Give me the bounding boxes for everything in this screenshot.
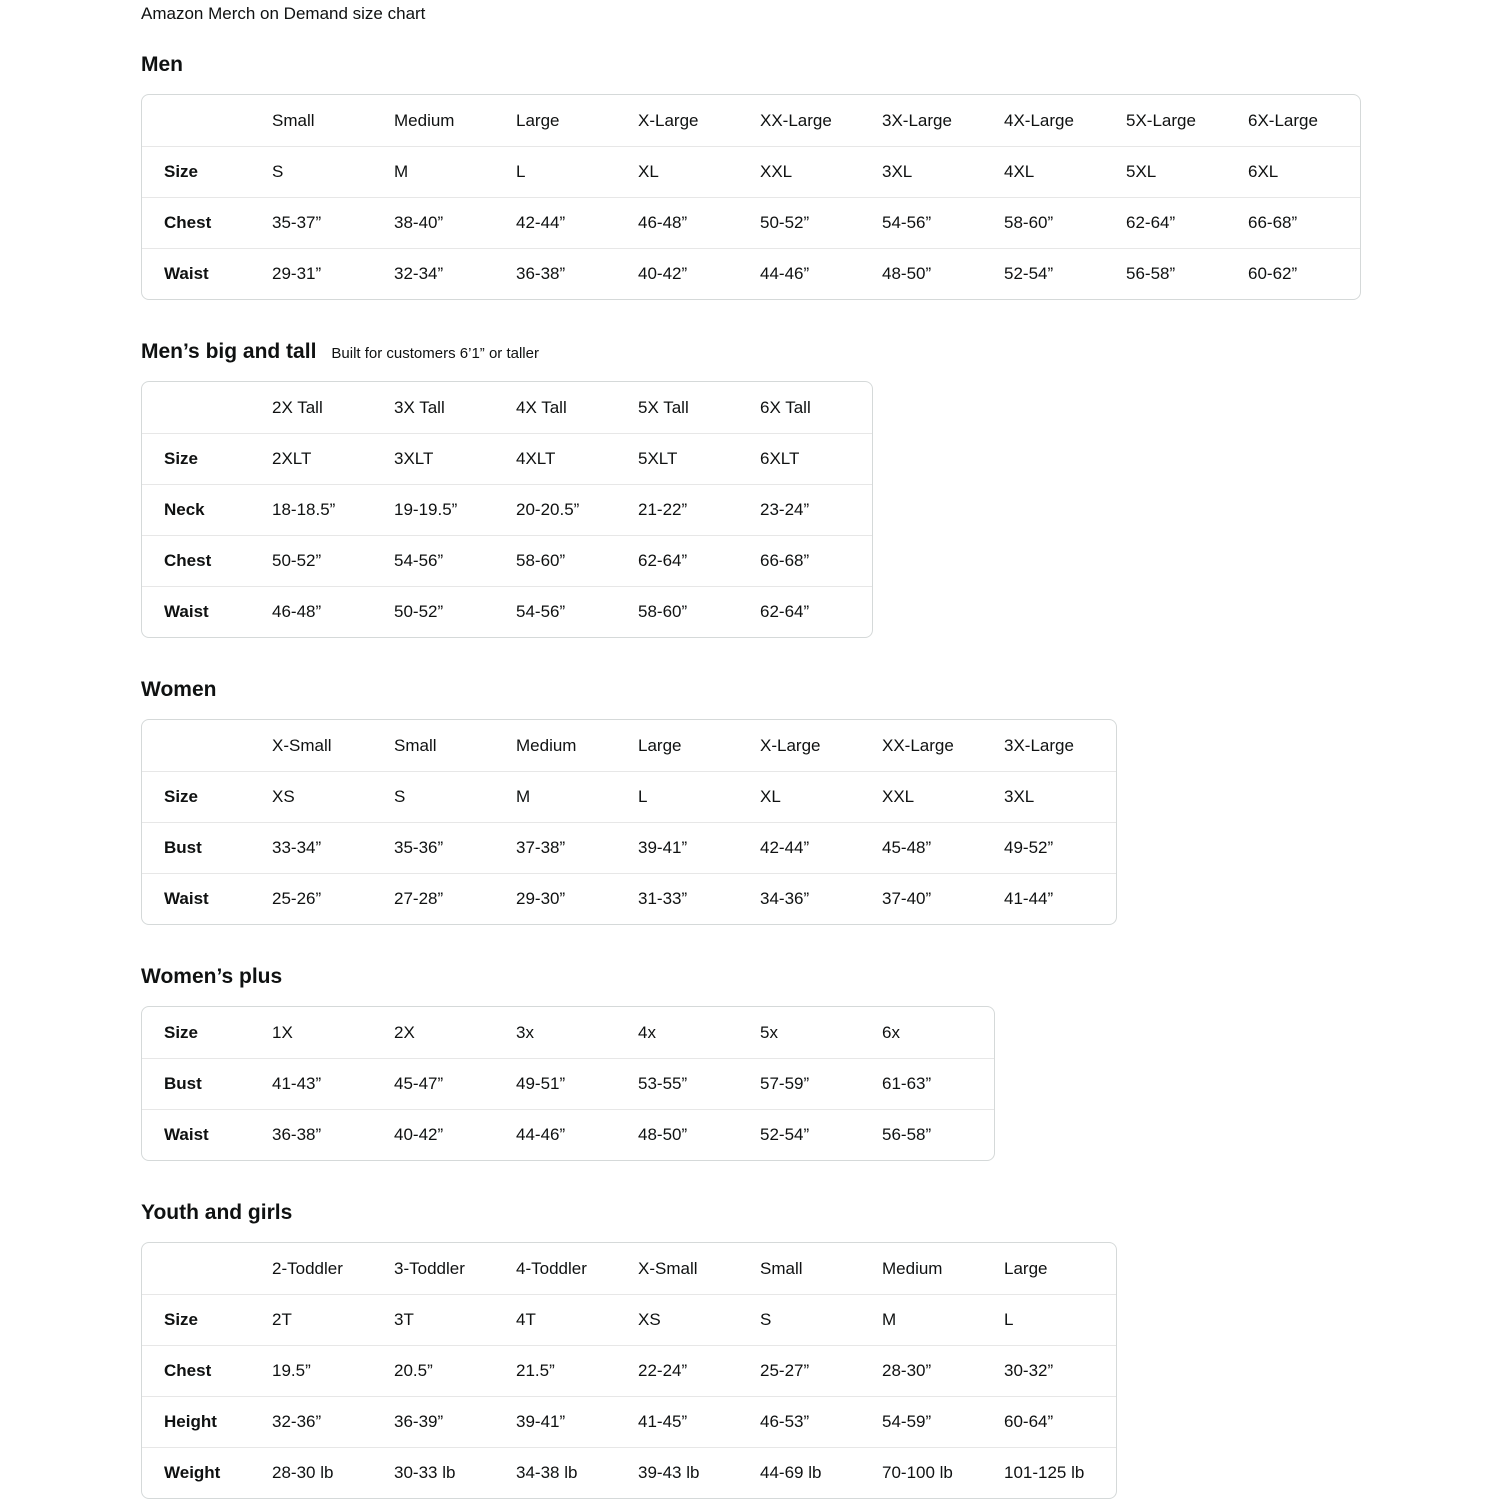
column-header: X-Small [272,735,332,755]
size-cell: 62-64” [628,535,750,586]
size-table-women [141,719,1117,925]
size-cell: 50-52” [384,586,506,637]
row-label: Bust [142,1058,262,1109]
size-cell: S [750,1294,872,1345]
size-cell: 48-50” [628,1109,750,1160]
column-header: X-Large [638,110,699,130]
size-cell: 52-54” [994,248,1116,299]
row-label: Waist [142,1109,262,1160]
size-cell: 57-59” [750,1058,872,1109]
size-table-mens-big-and-tall [141,381,873,638]
column-header: 6X Tall [760,397,811,417]
column-header: 4X Tall [516,397,567,417]
column-header: 2X Tall [272,397,323,417]
corner-cell [142,720,262,771]
size-cell: 28-30” [872,1345,994,1396]
row-label: Size [142,433,262,484]
size-table-womens-plus [141,1006,995,1161]
size-cell: 50-52” [262,535,384,586]
section-heading-youth-and-girls [141,1200,1369,1228]
size-cell: 3x [516,1022,534,1042]
size-cell: 30-33 lb [384,1447,506,1498]
table-row [142,771,1116,822]
table-row [142,586,872,637]
size-cell: XS [262,771,384,822]
size-table-container-men [141,94,1369,300]
row-label: Size [142,1294,262,1345]
header-row [142,720,1116,771]
size-cell: 44-46” [750,248,872,299]
size-cell: 46-48” [628,197,750,248]
size-cell: 44-69 lb [750,1447,872,1498]
size-cell: 39-41” [506,1396,628,1447]
size-cell: 2XLT [262,433,384,484]
size-cell: 37-40” [872,873,994,924]
size-cell: 62-64” [1116,197,1238,248]
row-label: Waist [142,873,262,924]
size-cell: 4x [638,1022,656,1042]
size-cell: L [994,1294,1116,1345]
corner-cell [142,382,262,433]
size-table-men [141,94,1361,300]
column-header: X-Large [760,735,821,755]
column-header: X-Small [638,1258,698,1278]
size-cell: 20-20.5” [506,484,628,535]
table-row [142,1058,994,1109]
header-row [142,382,872,433]
size-cell: 56-58” [1116,248,1238,299]
size-cell: 62-64” [750,586,872,637]
size-cell: M [506,771,628,822]
size-cell: XS [628,1294,750,1345]
column-header: Medium [394,110,455,130]
size-cell: 22-24” [628,1345,750,1396]
section-heading-womens-plus [141,964,1369,992]
row-label: Height [142,1396,262,1447]
column-header: Small [272,110,315,130]
section-heading-women [141,677,1369,705]
size-cell: 54-56” [872,197,994,248]
column-header: Large [1004,1258,1048,1278]
size-cell: 2X [394,1022,415,1042]
size-cell: 46-48” [262,586,384,637]
column-header: Small [394,735,437,755]
size-cell: 36-38” [506,248,628,299]
size-cell: 29-30” [506,873,628,924]
column-header: Medium [516,735,577,755]
table-row [142,873,1116,924]
column-header: Large [516,110,560,130]
size-cell: M [384,146,506,197]
size-cell: XXL [750,146,872,197]
size-cell: 53-55” [628,1058,750,1109]
size-cell: 42-44” [506,197,628,248]
column-header: Small [760,1258,803,1278]
row-label: Waist [142,586,262,637]
column-header: 3X Tall [394,397,445,417]
size-cell: 1X [272,1022,293,1042]
row-label: Chest [142,1345,262,1396]
size-cell: 101-125 lb [994,1447,1116,1498]
table-row [142,1447,1116,1498]
size-cell: 45-48” [872,822,994,873]
size-cell: 28-30 lb [262,1447,384,1498]
corner-cell [142,1243,262,1294]
size-cell: 33-34” [262,822,384,873]
row-label: Waist [142,248,262,299]
size-cell: 37-38” [506,822,628,873]
size-cell: 42-44” [750,822,872,873]
size-cell: 4XL [994,146,1116,197]
column-header: 5X Tall [638,397,689,417]
page-title: Amazon Merch on Demand size chart [141,4,426,23]
size-cell: 35-36” [384,822,506,873]
header-row [142,95,1360,146]
size-cell: 39-43 lb [628,1447,750,1498]
size-cell: 60-62” [1238,248,1360,299]
size-cell: 41-44” [994,873,1116,924]
size-cell: 61-63” [872,1058,994,1109]
table-row [142,1007,994,1058]
size-table-container-mens-big-and-tall [141,381,1369,638]
size-cell: 34-38 lb [506,1447,628,1498]
size-cell: 23-24” [750,484,872,535]
table-row [142,433,872,484]
row-label: Chest [142,197,262,248]
size-cell: 52-54” [750,1109,872,1160]
size-cell: 3XLT [384,433,506,484]
size-cell: XL [750,771,872,822]
section-men [141,52,1369,300]
size-cell: 36-38” [262,1109,384,1160]
size-cell: 54-56” [506,586,628,637]
size-cell: 19-19.5” [384,484,506,535]
size-cell: 44-46” [506,1109,628,1160]
size-cell: 21-22” [628,484,750,535]
column-header: 5X-Large [1126,110,1196,130]
row-label: Bust [142,822,262,873]
size-table-container-youth-and-girls [141,1242,1369,1499]
size-cell: 5XL [1116,146,1238,197]
section-heading-men [141,52,1369,80]
size-cell: XL [628,146,750,197]
section-youth-and-girls [141,1200,1369,1499]
column-header: Large [638,735,682,755]
column-header: XX-Large [882,735,954,755]
size-cell: XXL [872,771,994,822]
size-cell: 5x [760,1022,778,1042]
size-cell: M [872,1294,994,1345]
size-cell: 3T [384,1294,506,1345]
size-cell: 25-26” [262,873,384,924]
size-cell: 4XLT [506,433,628,484]
size-table-youth-and-girls [141,1242,1117,1499]
table-row [142,146,1360,197]
row-label: Weight [142,1447,262,1498]
size-cell: 58-60” [628,586,750,637]
size-cell: 45-47” [384,1058,506,1109]
corner-cell [142,95,262,146]
table-row [142,1109,994,1160]
section-women [141,677,1369,925]
size-cell: 30-32” [994,1345,1116,1396]
size-cell: S [262,146,384,197]
size-cell: 70-100 lb [872,1447,994,1498]
size-cell: 40-42” [384,1109,506,1160]
size-cell: 5XLT [628,433,750,484]
size-cell: 32-34” [384,248,506,299]
size-cell: 49-51” [506,1058,628,1109]
row-label: Chest [142,535,262,586]
table-row [142,248,1360,299]
section-subtitle: Built for customers 6’1” or taller [331,345,539,362]
size-cell: 27-28” [384,873,506,924]
size-cell: 58-60” [506,535,628,586]
size-cell: 66-68” [1238,197,1360,248]
row-label: Size [164,1022,199,1042]
table-row [142,535,872,586]
size-cell: 39-41” [628,822,750,873]
size-cell: 4T [506,1294,628,1345]
section-heading-text: Women’s plus [141,965,283,988]
size-cell: 35-37” [262,197,384,248]
section-heading-text: Women [141,678,217,701]
table-row [142,1396,1116,1447]
column-header: Medium [882,1258,943,1278]
size-cell: 3XL [872,146,994,197]
size-cell: S [384,771,506,822]
table-row [142,822,1116,873]
size-cell: L [506,146,628,197]
row-label: Size [142,146,262,197]
column-header: 2-Toddler [272,1258,343,1278]
size-cell: 60-64” [994,1396,1116,1447]
size-cell: 18-18.5” [262,484,384,535]
section-heading-text: Youth and girls [141,1201,293,1224]
section-mens-big-and-tall [141,339,1369,638]
size-cell: L [628,771,750,822]
size-cell: 20.5” [384,1345,506,1396]
size-table-container-women [141,719,1369,925]
column-header: 4-Toddler [516,1258,587,1278]
size-cell: 49-52” [994,822,1116,873]
size-cell: 54-56” [384,535,506,586]
size-cell: 54-59” [872,1396,994,1447]
section-heading-mens-big-and-tall [141,339,1369,367]
row-label: Size [142,771,262,822]
size-cell: 58-60” [994,197,1116,248]
size-cell: 19.5” [262,1345,384,1396]
column-header: 4X-Large [1004,110,1074,130]
size-cell: 46-53” [750,1396,872,1447]
size-cell: 41-45” [628,1396,750,1447]
size-cell: 31-33” [628,873,750,924]
size-cell: 29-31” [262,248,384,299]
size-cell: 6XLT [750,433,872,484]
column-header: 3X-Large [882,110,952,130]
size-cell: 25-27” [750,1345,872,1396]
column-header: XX-Large [760,110,832,130]
size-cell: 50-52” [750,197,872,248]
size-cell: 41-43” [262,1058,384,1109]
size-cell: 6x [882,1022,900,1042]
size-cell: 36-39” [384,1396,506,1447]
size-cell: 32-36” [262,1396,384,1447]
size-table-container-womens-plus [141,1006,1369,1161]
size-cell: 2T [262,1294,384,1345]
section-womens-plus [141,964,1369,1161]
size-cell: 38-40” [384,197,506,248]
size-cell: 3XL [994,771,1116,822]
column-header: 3-Toddler [394,1258,465,1278]
section-heading-text: Men’s big and tall [141,340,317,363]
size-cell: 48-50” [872,248,994,299]
header-row [142,1243,1116,1294]
table-row [142,1345,1116,1396]
table-row [142,197,1360,248]
table-row [142,1294,1116,1345]
size-cell: 56-58” [872,1109,994,1160]
size-cell: 34-36” [750,873,872,924]
size-cell: 40-42” [628,248,750,299]
row-label: Neck [142,484,262,535]
column-header: 6X-Large [1248,110,1318,130]
size-cell: 21.5” [506,1345,628,1396]
size-cell: 66-68” [750,535,872,586]
size-cell: 6XL [1238,146,1360,197]
section-heading-text: Men [141,53,183,76]
column-header: 3X-Large [1004,735,1074,755]
table-row [142,484,872,535]
